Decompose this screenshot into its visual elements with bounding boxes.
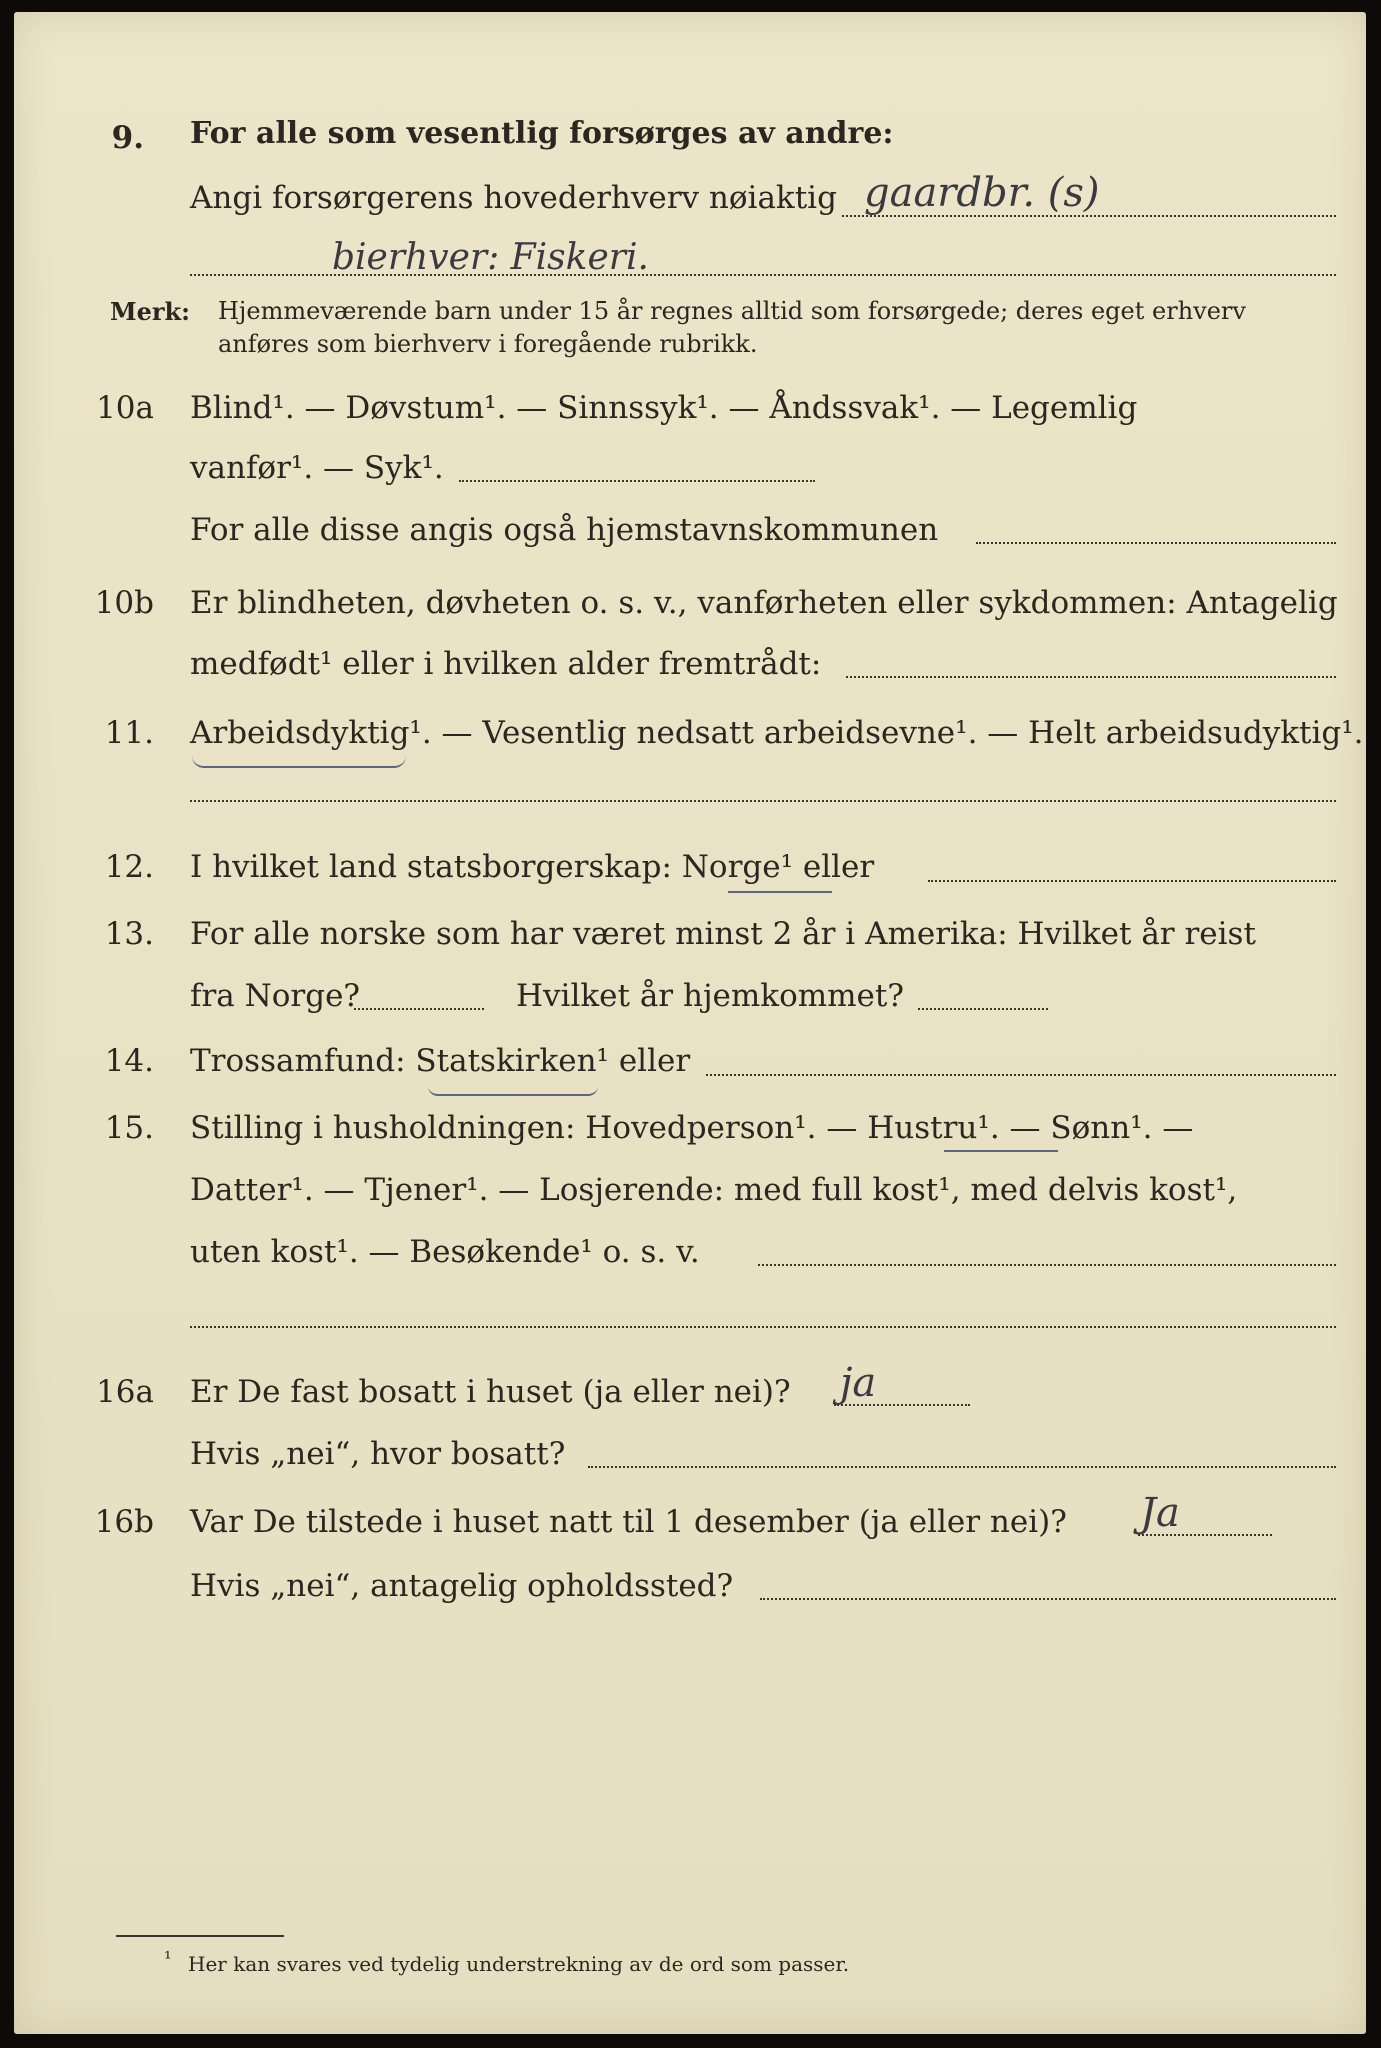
q12-line1: I hvilket land statsborgerskap: Norge¹ eller	[190, 849, 875, 885]
q11-handwritten-underline	[192, 756, 406, 768]
q16a-answer-line[interactable]	[834, 1404, 970, 1406]
q10b-answer-line[interactable]	[846, 676, 1336, 678]
q15-answer-line1[interactable]	[758, 1264, 1336, 1266]
q10a-line1: Blind¹. — Døvstum¹. — Sinnssyk¹. — Åndssvak¹. — Legemlig	[190, 390, 1138, 426]
q14-line1: Trossamfund: Statskirken¹ eller	[190, 1043, 691, 1079]
q9-answer-line1[interactable]	[842, 215, 1336, 217]
q10b-number: 10b	[94, 585, 154, 621]
q10b-line1: Er blindheten, døvheten o. s. v., vanførheten eller sykdommen: Antagelig	[190, 585, 1338, 621]
q12-handwritten-underline	[728, 891, 832, 893]
q14-answer-line[interactable]	[706, 1074, 1336, 1076]
q10a-line2: vanfør¹. — Syk¹.	[190, 450, 444, 486]
q9-handwritten-occupation: gaardbr. (s)	[864, 170, 1100, 216]
q16a-line1: Er De fast bosatt i huset (ja eller nei)?	[190, 1374, 791, 1410]
q14-number: 14.	[104, 1043, 154, 1079]
merk-line1: Hjemmeværende barn under 15 år regnes alltid som forsørgede; deres eget erhverv	[218, 297, 1246, 325]
q13-number: 13.	[104, 916, 154, 952]
q16a-handwritten-answer: ja	[840, 1360, 877, 1406]
q16a-number: 16a	[96, 1374, 154, 1410]
q10a-line3: For alle disse angis også hjemstavnskommunen	[190, 512, 939, 548]
q13-departure-year-line[interactable]	[354, 1008, 484, 1010]
q13-return-year-line[interactable]	[918, 1008, 1048, 1010]
footnote-text: Her kan svares ved tydelig understrekning av de ord som passer.	[188, 1952, 850, 1976]
q10a-home-municipality-line[interactable]	[976, 542, 1336, 544]
q16b-answer-line[interactable]	[1138, 1534, 1272, 1536]
q10a-sick-answer-line[interactable]	[459, 480, 815, 482]
footnote-rule	[116, 1935, 284, 1937]
q13-line2b: Hvilket år hjemkommet?	[516, 978, 904, 1014]
q16b-line1: Var De tilstede i huset natt til 1 desember (ja eller nei)?	[190, 1504, 1067, 1540]
q9-line1: Angi forsørgerens hovederhverv nøiaktig	[190, 180, 837, 216]
q13-line2a: fra Norge?	[190, 978, 361, 1014]
q16b-location-line[interactable]	[760, 1598, 1336, 1600]
merk-line2: anføres som bierhverv i foregående rubrikk.	[218, 330, 758, 358]
q9-answer-line2[interactable]	[190, 274, 1336, 276]
q12-answer-line[interactable]	[928, 880, 1336, 882]
q15-line1: Stilling i husholdningen: Hovedperson¹. — Hustru¹. — Sønn¹. —	[190, 1110, 1194, 1146]
q11-answer-line[interactable]	[190, 800, 1336, 802]
q11-line1: Arbeidsdyktig¹. — Vesentlig nedsatt arbeidsevne¹. — Helt arbeidsudyktig¹.	[190, 715, 1364, 751]
footnote-mark: ¹	[164, 1948, 172, 1970]
q16b-number: 16b	[94, 1504, 154, 1540]
merk-label: Merk:	[110, 297, 190, 326]
q10a-number: 10a	[96, 390, 154, 426]
q9-number: 9.	[111, 120, 144, 156]
q13-line1: For alle norske som har været minst 2 år i Amerika: Hvilket år reist	[190, 916, 1256, 952]
q11-number: 11.	[104, 715, 154, 751]
q15-handwritten-underline	[944, 1150, 1058, 1152]
q15-number: 15.	[104, 1110, 154, 1146]
q16a-residence-line[interactable]	[588, 1466, 1336, 1468]
q12-number: 12.	[104, 849, 154, 885]
q9-handwritten-secondary: bierhver: Fiskeri.	[332, 237, 649, 278]
q15-line3: uten kost¹. — Besøkende¹ o. s. v.	[190, 1234, 700, 1270]
q14-handwritten-underline	[428, 1086, 598, 1096]
q10b-line2: medfødt¹ eller i hvilken alder fremtrådt:	[190, 646, 822, 682]
q16b-line2: Hvis „nei“, antagelig opholdssted?	[190, 1568, 734, 1604]
q15-answer-line2[interactable]	[190, 1326, 1336, 1328]
q16a-line2: Hvis „nei“, hvor bosatt?	[190, 1436, 566, 1472]
q15-line2: Datter¹. — Tjener¹. — Losjerende: med full kost¹, med delvis kost¹,	[190, 1172, 1238, 1208]
q9-title: For alle som vesentlig forsørges av andre:	[190, 116, 894, 151]
census-form-page	[14, 12, 1366, 2034]
q16b-handwritten-answer: Ja	[1140, 1490, 1180, 1536]
